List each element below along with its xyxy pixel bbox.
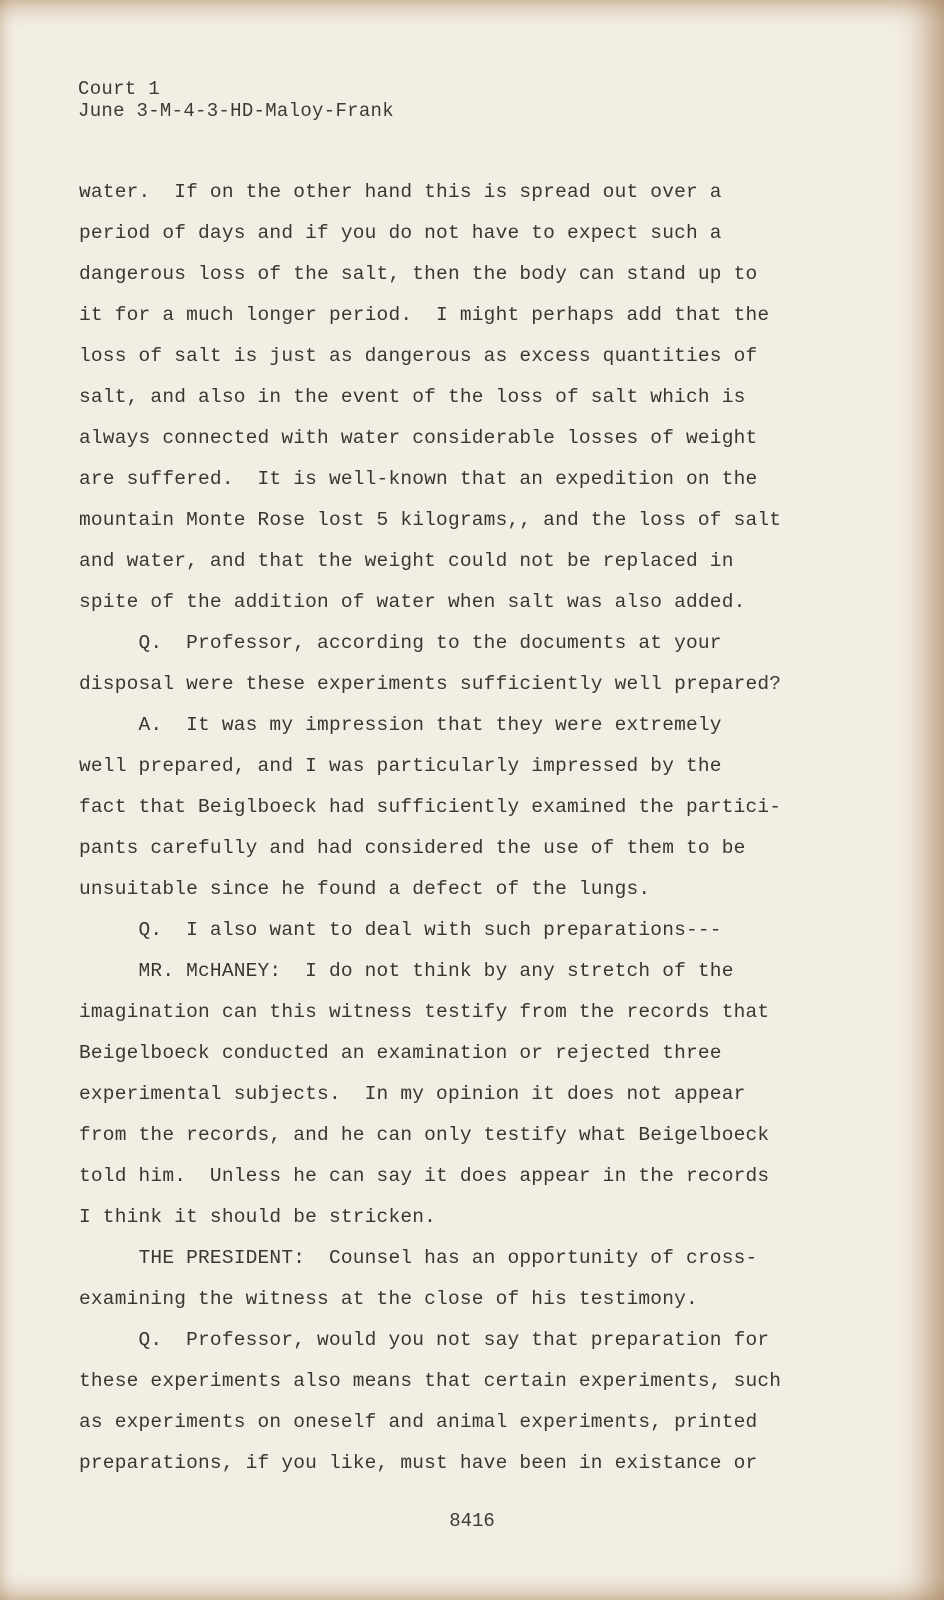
text-line: unsuitable since he found a defect of the lungs. <box>79 878 651 900</box>
text-line: A. It was my impression that they were extremely <box>79 714 722 736</box>
text-line: water. If on the other hand this is spread out over a <box>79 181 722 203</box>
text-line: loss of salt is just as dangerous as excess quantities of <box>79 345 758 367</box>
text-line: are suffered. It is well-known that an expedition on the <box>79 468 758 490</box>
header-court: Court 1 <box>78 78 160 100</box>
text-line: THE PRESIDENT: Counsel has an opportunity of cross- <box>79 1247 758 1269</box>
header-session-code: June 3-M-4-3-HD-Maloy-Frank <box>78 100 394 122</box>
text-line: examining the witness at the close of his testimony. <box>79 1288 698 1310</box>
text-line: as experiments on oneself and animal experiments, printed <box>79 1411 758 1433</box>
text-line: Beigelboeck conducted an examination or rejected three <box>79 1042 722 1064</box>
text-line: spite of the addition of water when salt was also added. <box>79 591 746 613</box>
text-line: preparations, if you like, must have been in existance or <box>79 1452 758 1474</box>
text-line: always connected with water considerable losses of weight <box>79 427 758 449</box>
text-line: period of days and if you do not have to expect such a <box>79 222 722 244</box>
text-line: fact that Beiglboeck had sufficiently examined the partici- <box>79 796 782 818</box>
text-line: these experiments also means that certain experiments, such <box>79 1370 782 1392</box>
text-line: mountain Monte Rose lost 5 kilograms,, and the loss of salt <box>79 509 782 531</box>
text-line: imagination can this witness testify from the records that <box>79 1001 770 1023</box>
text-line: dangerous loss of the salt, then the body can stand up to <box>79 263 758 285</box>
text-line: Q. Professor, would you not say that preparation for <box>79 1329 770 1351</box>
text-line: salt, and also in the event of the loss of salt which is <box>79 386 746 408</box>
text-line: Q. I also want to deal with such preparations--- <box>79 919 722 941</box>
page-number: 8416 <box>449 1510 495 1532</box>
text-line: Q. Professor, according to the documents at your <box>79 632 722 654</box>
text-line: pants carefully and had considered the use of them to be <box>79 837 746 859</box>
text-line: it for a much longer period. I might perhaps add that the <box>79 304 770 326</box>
text-line: MR. McHANEY: I do not think by any stretch of the <box>79 960 734 982</box>
text-line: told him. Unless he can say it does appear in the records <box>79 1165 770 1187</box>
text-line: well prepared, and I was particularly impressed by the <box>79 755 722 777</box>
text-line: experimental subjects. In my opinion it does not appear <box>79 1083 746 1105</box>
text-line: I think it should be stricken. <box>79 1206 437 1228</box>
page-header <box>78 78 394 122</box>
text-line: disposal were these experiments sufficiently well prepared? <box>79 673 782 695</box>
text-line: and water, and that the weight could not be replaced in <box>79 550 734 572</box>
text-line: from the records, and he can only testify what Beigelboeck <box>79 1124 770 1146</box>
transcript-body <box>79 172 819 1484</box>
